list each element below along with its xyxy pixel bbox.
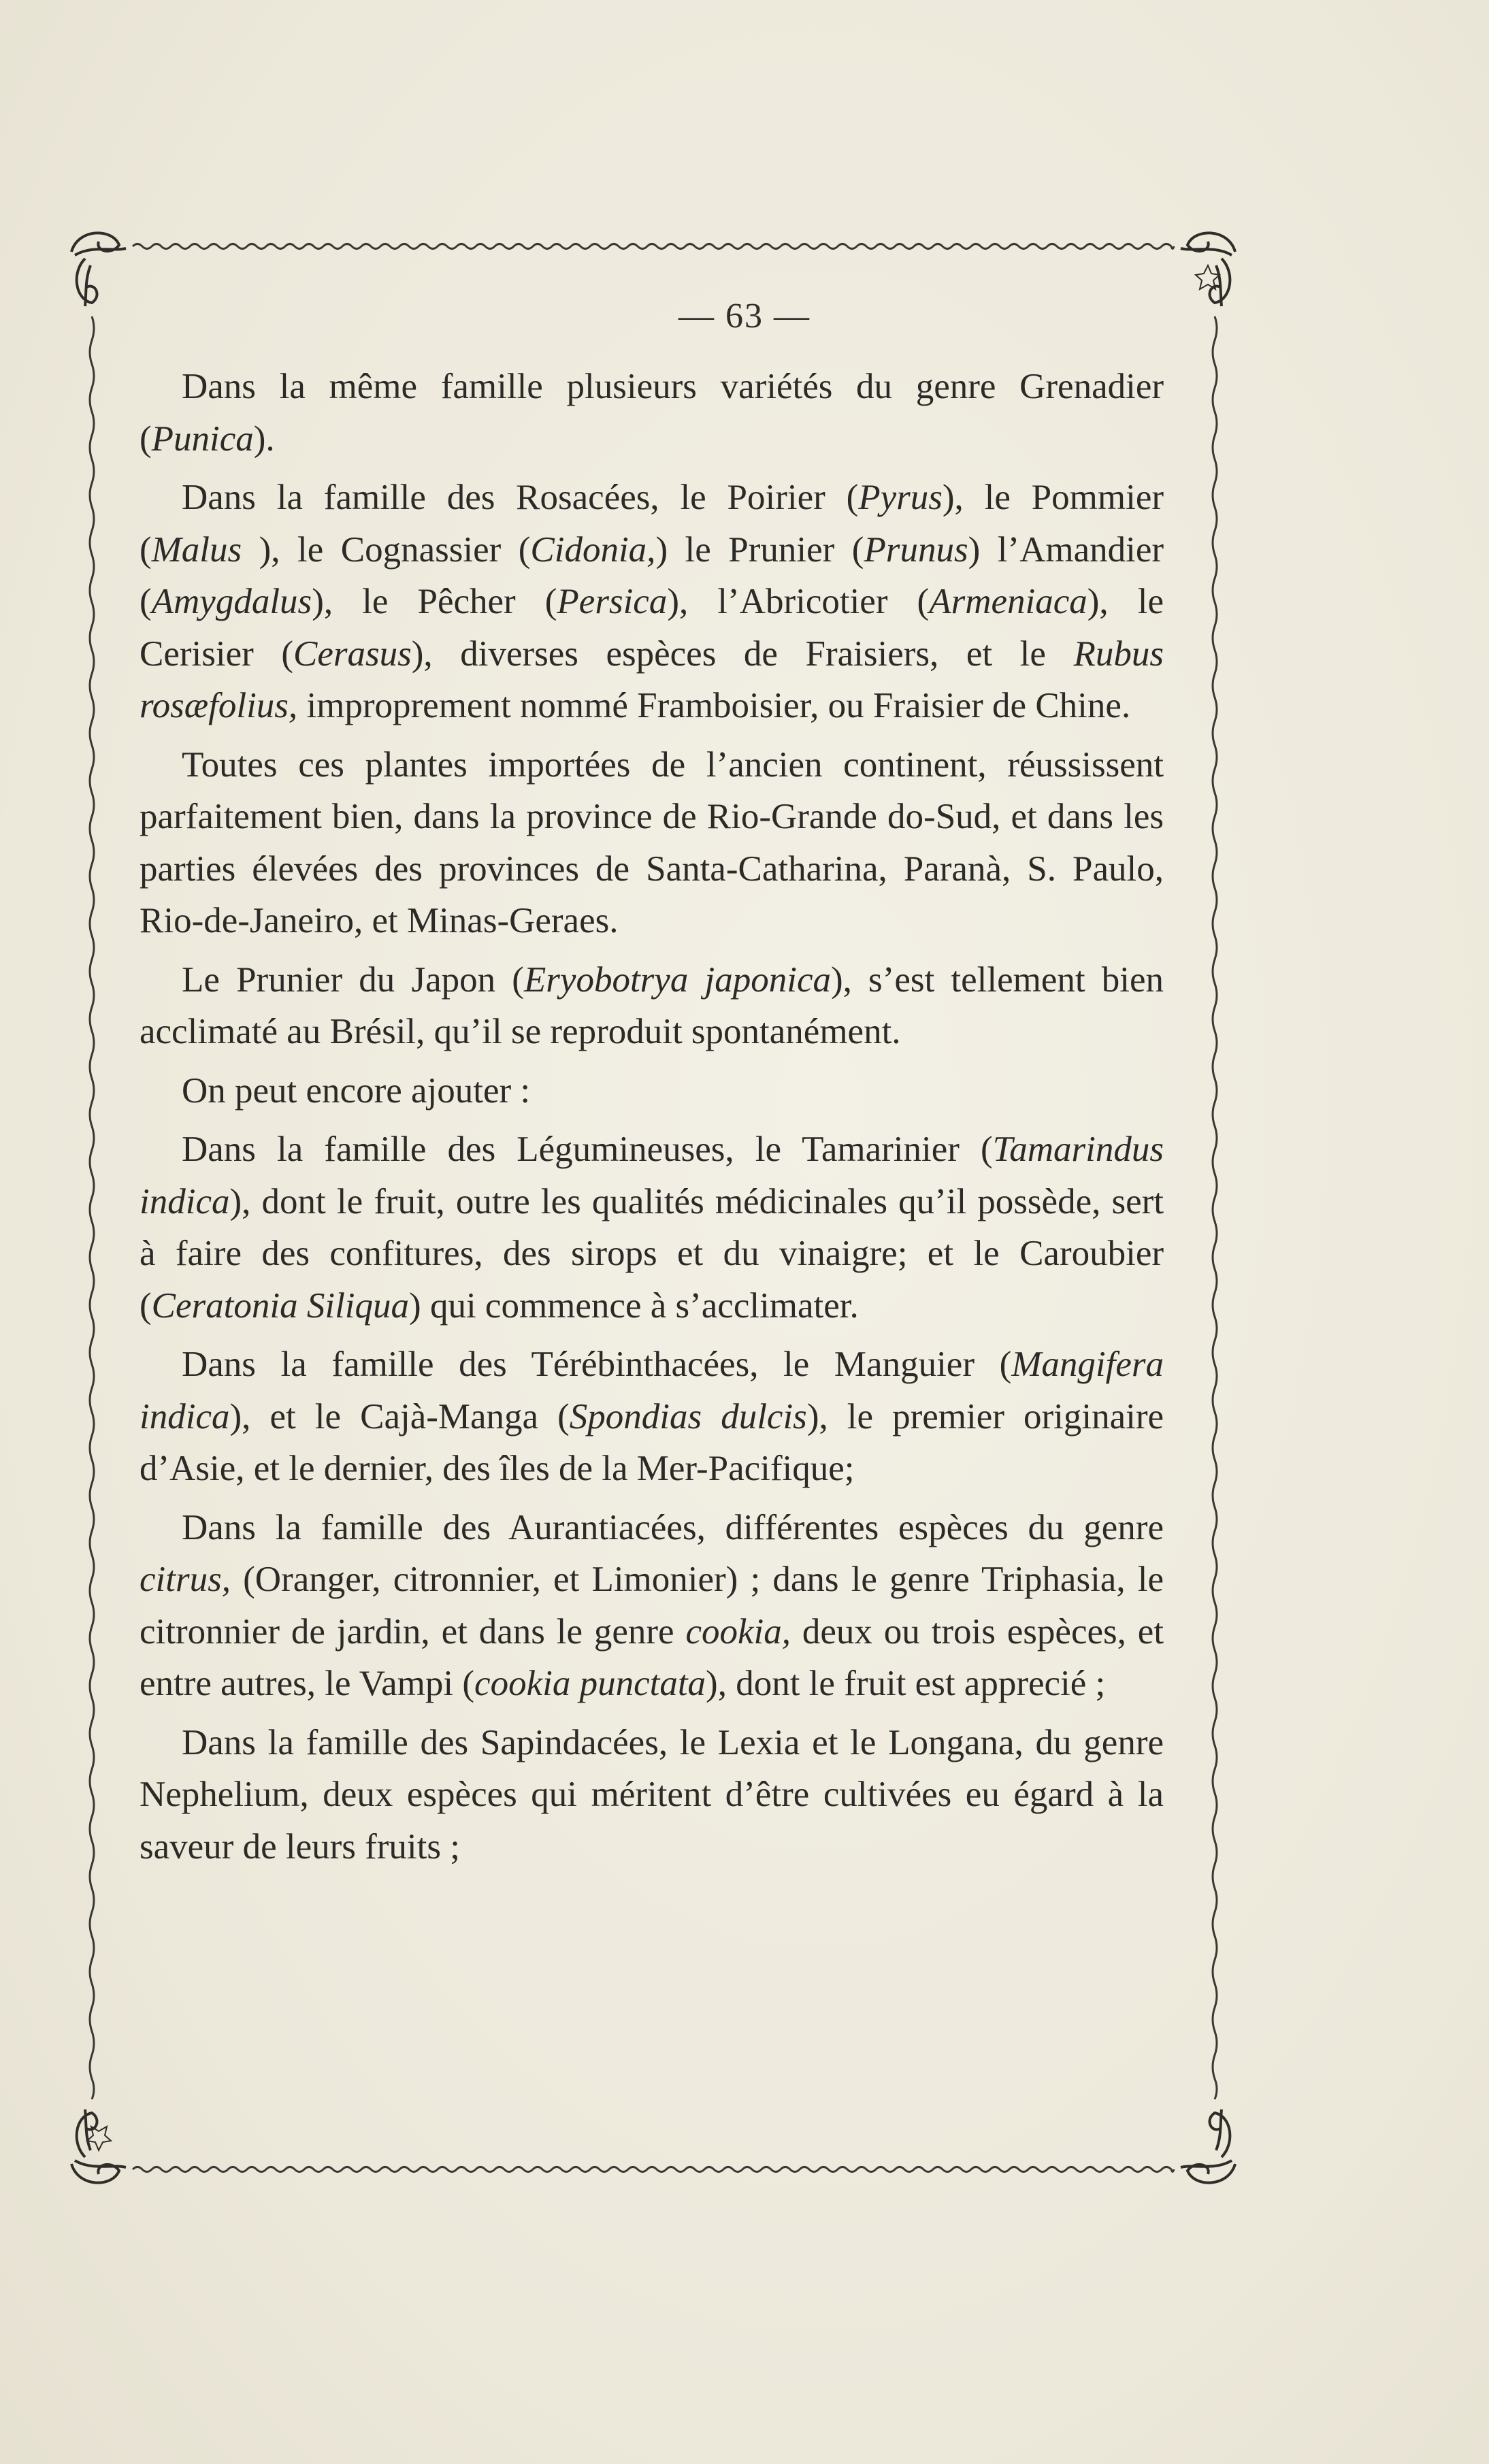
italic-term: Persica bbox=[557, 582, 668, 621]
italic-term: Punica bbox=[151, 418, 254, 459]
italic-term: Armeniaca bbox=[929, 582, 1087, 621]
corner-ornament-bottom-left bbox=[71, 2109, 126, 2183]
body-text bbox=[140, 361, 1164, 1879]
text-run: ), le premier originaire d’Asie, et le dernier, des îles de la Mer-Pacifique; bbox=[140, 1396, 1164, 1488]
italic-term: Cerasus bbox=[293, 634, 412, 674]
text-run: ) le Prunier ( bbox=[655, 529, 864, 570]
text-run: Dans la famille des Rosacées, le Poirier ( bbox=[182, 478, 859, 517]
italic-term: Mangifera indica bbox=[140, 1345, 1164, 1436]
paragraph bbox=[140, 1717, 1164, 1873]
italic-term: Amygdalus bbox=[151, 582, 312, 621]
italic-term: Eryobotrya japonica bbox=[523, 959, 831, 1000]
text-run: ), et le Cajà-Manga ( bbox=[229, 1396, 570, 1436]
text-run: ), s’est tellement bien acclimaté au Brésil, qu’il se reproduit spontanément. bbox=[140, 959, 1164, 1051]
text-run: ), l’Abricotier ( bbox=[667, 582, 930, 621]
text-run: (Oranger, citronnier, et Limonier) ; dans le genre Triphasia, le citronnier de jardin, et dans le genre bbox=[140, 1560, 1164, 1652]
italic-term: Tamarindus indica bbox=[140, 1130, 1164, 1221]
text-run: Dans la famille des Térébinthacées, le Manguier ( bbox=[182, 1345, 1012, 1384]
paragraph bbox=[140, 361, 1164, 465]
text-run: Dans la famille des Légumineuses, le Tamarinier ( bbox=[182, 1130, 993, 1169]
corner-ornament-bottom-right bbox=[1181, 2109, 1235, 2183]
bottom-wavy-rule bbox=[133, 2167, 1174, 2172]
text-run: Dans la même famille plusieurs variétés du genre Grenadier ( bbox=[140, 367, 1164, 459]
text-run: Dans la famille des Sapindacées, le Lexia et le Longana, du genre Nephelium, deux espèces qui méritent d’être cultivées eu égard à la saveur de leurs fruits ; bbox=[140, 1722, 1164, 1867]
text-run: deux ou trois espèces, et entre autres, le Vampi ( bbox=[140, 1611, 1164, 1703]
page-number: — 63 — bbox=[678, 297, 811, 335]
italic-term: cookia, bbox=[685, 1611, 791, 1652]
corner-ornament-top-left bbox=[71, 233, 126, 306]
italic-term: Rubus rosæfolius, bbox=[140, 634, 1164, 725]
italic-term: Cidonia, bbox=[530, 529, 656, 570]
text-run: ), le Pommier ( bbox=[140, 478, 1164, 570]
text-run: Dans la famille des Aurantiacées, différentes espèces du genre bbox=[182, 1507, 1164, 1547]
text-run: On peut encore ajouter : bbox=[182, 1070, 531, 1111]
italic-term: Pyrus bbox=[858, 478, 943, 517]
text-run: ), le Cognassier ( bbox=[242, 529, 531, 570]
text-run: Le Prunier du Japon ( bbox=[182, 959, 524, 1000]
corner-ornament-top-right bbox=[1181, 233, 1235, 306]
top-wavy-rule bbox=[133, 244, 1174, 249]
paragraph bbox=[140, 1065, 1164, 1117]
paragraph bbox=[140, 954, 1164, 1058]
text-run: ). bbox=[253, 418, 275, 459]
paragraph bbox=[140, 1123, 1164, 1332]
text-run: improprement nommé Framboisier, ou Fraisier de Chine. bbox=[297, 686, 1131, 725]
text-run: ), dont le fruit, outre les qualités médicinales qu’il possède, sert à faire des confitures, des sirops et du vinaigre; et le Caroubier ( bbox=[140, 1181, 1164, 1326]
text-run: ), le Cerisier ( bbox=[140, 582, 1164, 674]
paragraph bbox=[140, 1338, 1164, 1495]
text-run: ), diverses espèces de Fraisiers, et le bbox=[411, 634, 1074, 674]
italic-term: Prunus bbox=[864, 529, 968, 570]
italic-term: Spondias dulcis bbox=[569, 1396, 807, 1436]
italic-term: Malus bbox=[151, 529, 242, 570]
text-run: ) qui commence à s’acclimater. bbox=[409, 1285, 859, 1326]
italic-term: cookia punctata bbox=[474, 1664, 706, 1703]
italic-term: citrus, bbox=[140, 1560, 231, 1599]
paragraph bbox=[140, 1502, 1164, 1710]
paragraph bbox=[140, 739, 1164, 947]
text-run: ), dont le fruit est apprecié ; bbox=[706, 1664, 1106, 1703]
italic-term: Ceratonia Siliqua bbox=[151, 1285, 410, 1326]
text-run: ) l’Amandier ( bbox=[140, 529, 1164, 621]
text-run: ), le Pêcher ( bbox=[312, 582, 557, 621]
paragraph bbox=[140, 472, 1164, 732]
left-wavy-rule bbox=[90, 316, 94, 2099]
right-wavy-rule bbox=[1213, 316, 1217, 2099]
text-run: Toutes ces plantes importées de l’ancien continent, réussissent parfaitement bien, dans la province de Rio-Grande do-Sud, et dans les parties élevées des provinces de Santa-Catharina, Paranà, S. Paulo, Rio-de-Janeiro, et Minas-Geraes. bbox=[140, 744, 1164, 940]
